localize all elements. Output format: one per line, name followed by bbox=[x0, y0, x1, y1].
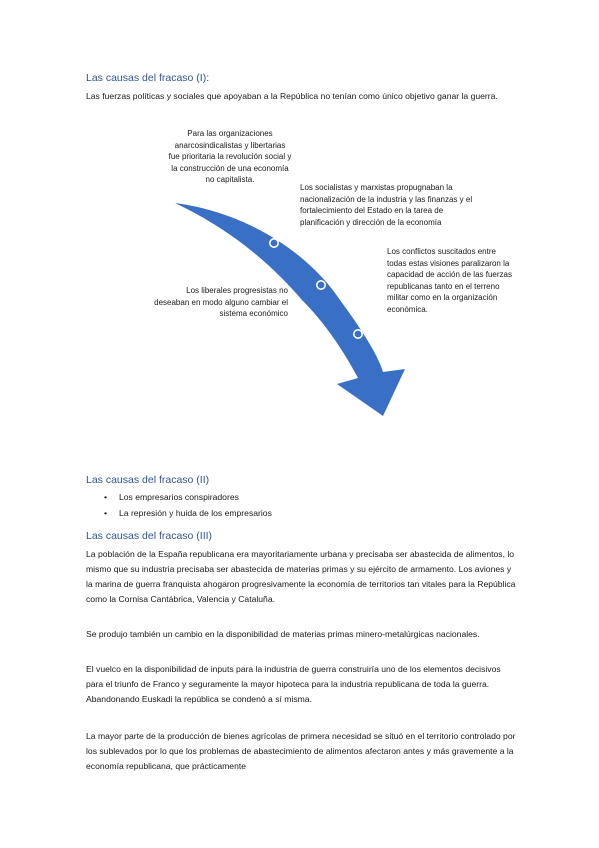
section-3-heading: Las causas del fracaso (III) bbox=[86, 530, 213, 542]
conflictos-text: Los conflictos suscitados entre todas estas visiones paralizaron la capacidad de acción de las fuerzas republicanas tanto en el terreno militar como en la organización económica. bbox=[387, 247, 512, 314]
section-1-heading: Las causas del fracaso (I): bbox=[86, 72, 210, 84]
paragraph-3: El vuelco en la disponibilidad de inputs para la industria de guerra construiría uno de los elementos decisivos para el triunfo de Franco y seguramente la mayor hipoteca para la industria republicana de toda la guerra. Abandonando Euskadi la república se condenó a sí misma. bbox=[86, 664, 501, 704]
bullet-text: Los empresarios conspiradores bbox=[119, 492, 239, 502]
bullet-item: • La represión y huida de los empresarios bbox=[104, 508, 272, 518]
socialistas-text: Los socialistas y marxistas propugnaban la nacionalización de la industria y las finanzas y el fortalecimiento del Estado en la tarea de planificación y dirección de la economía bbox=[300, 183, 473, 227]
bullet-text: La represión y huida de los empresarios bbox=[119, 508, 272, 518]
section-2-heading: Las causas del fracaso (II) bbox=[86, 474, 210, 486]
arrow-node-1 bbox=[270, 239, 278, 247]
bullet-item: • Los empresarios conspiradores bbox=[104, 492, 239, 502]
paragraph-1: La población de la España republicana era mayoritariamente urbana y precisaba ser abastecida de alimentos, lo mismo que su industria precisaba ser abastecida de materias primas y su ejército de armamento. Los aviones y la marina de guerra franquista ahogaron progresivamente la economía de territorios tan vitales para la República como la Cornisa Cantábrica, Valencia y Cataluña. bbox=[86, 549, 516, 604]
paragraph-4: La mayor parte de la producción de bienes agrícolas de primera necesidad se situó en el territorio controlado por los sublevados por lo que los problemas de abastecimiento de alimentos afectaron antes y más gravemente a la economía republicana, que prácticamente bbox=[86, 731, 516, 771]
arrow-node-2 bbox=[317, 281, 325, 289]
section-1-intro: Las fuerzas políticas y sociales que apoyaban a la República no tenían como único objetivo ganar la guerra. bbox=[86, 91, 498, 101]
liberales-text: Los liberales progresistas no deseaban en modo alguno cambiar el sistema económico bbox=[154, 286, 288, 318]
paragraph-2: Se produjo también un cambio en la disponibilidad de materias primas minero-metalúrgicas nacionales. bbox=[86, 629, 480, 639]
anarco-text: Para las organizaciones anarcosindicalistas y libertarias fue prioritaria la revolución social y la construcción de una economía no capitalista. bbox=[168, 129, 292, 184]
arrow-node-3 bbox=[354, 330, 362, 338]
